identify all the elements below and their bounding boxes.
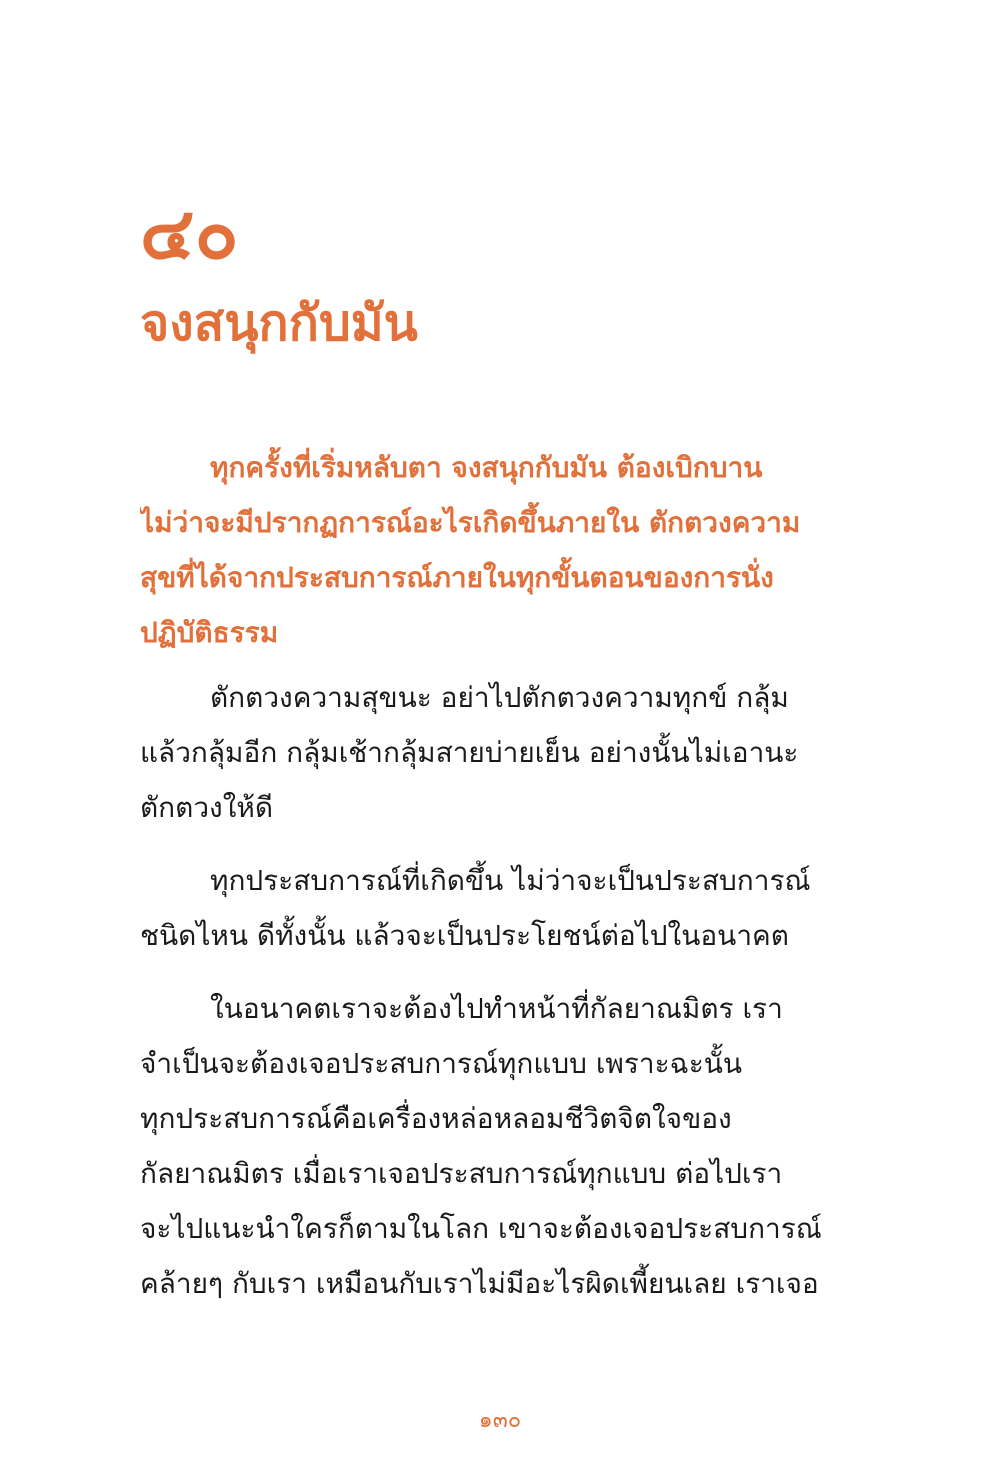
text-line: ทุกประสบการณ์คือเครื่องหล่อหลอมชีวิตจิตใจของ <box>140 1102 732 1135</box>
text-line: จะไปแนะนำใครก็ตามในโลก เขาจะต้องเจอประสบการณ์ <box>140 1212 822 1245</box>
body-paragraph <box>140 670 826 835</box>
text-line: แล้วกลุ้มอีก กลุ้มเช้ากลุ้มสายบ่ายเย็น อย่างนั้นไม่เอานะ <box>140 736 799 769</box>
text-line: จำเป็นจะต้องเจอประสบการณ์ทุกแบบ เพราะฉะนั้น <box>140 1047 743 1080</box>
chapter-number: ๔๐ <box>140 190 239 275</box>
intro-paragraph <box>140 440 826 660</box>
text-line: ไม่ว่าจะมีปรากฏการณ์อะไรเกิดขึ้นภายใน ตักตวงความ <box>140 506 801 539</box>
text-line: ในอนาคตเราจะต้องไปทำหน้าที่กัลยาณมิตร เรา <box>210 992 783 1025</box>
text-line: สุขที่ได้จากประสบการณ์ภายในทุกขั้นตอนของการนั่ง <box>140 561 774 594</box>
text-line: ตักตวงให้ดี <box>140 791 274 824</box>
text-line: ทุกครั้งที่เริ่มหลับตา จงสนุกกับมัน ต้องเบิกบาน <box>210 451 763 484</box>
text-line: กัลยาณมิตร เมื่อเราเจอประสบการณ์ทุกแบบ ต่อไปเรา <box>140 1157 783 1190</box>
body-paragraph <box>140 853 826 963</box>
chapter-body <box>140 440 826 1311</box>
text-line: ปฏิบัติธรรม <box>140 616 279 649</box>
text-line: ชนิดไหน ดีทั้งนั้น แล้วจะเป็นประโยชน์ต่อไปในอนาคต <box>140 919 789 952</box>
page-number: ๑๓๐ <box>478 1408 522 1433</box>
text-line: ตักตวงความสุขนะ อย่าไปตักตวงความทุกข์ กลุ้ม <box>210 681 789 714</box>
text-line: ทุกประสบการณ์ที่เกิดขึ้น ไม่ว่าจะเป็นประสบการณ์ <box>210 864 811 897</box>
text-line: คล้ายๆ กับเรา เหมือนกับเราไม่มีอะไรผิดเพี้ยนเลย เราเจอ <box>140 1267 819 1300</box>
body-paragraph <box>140 981 826 1311</box>
chapter-title: จงสนุกกับมัน <box>140 293 418 352</box>
